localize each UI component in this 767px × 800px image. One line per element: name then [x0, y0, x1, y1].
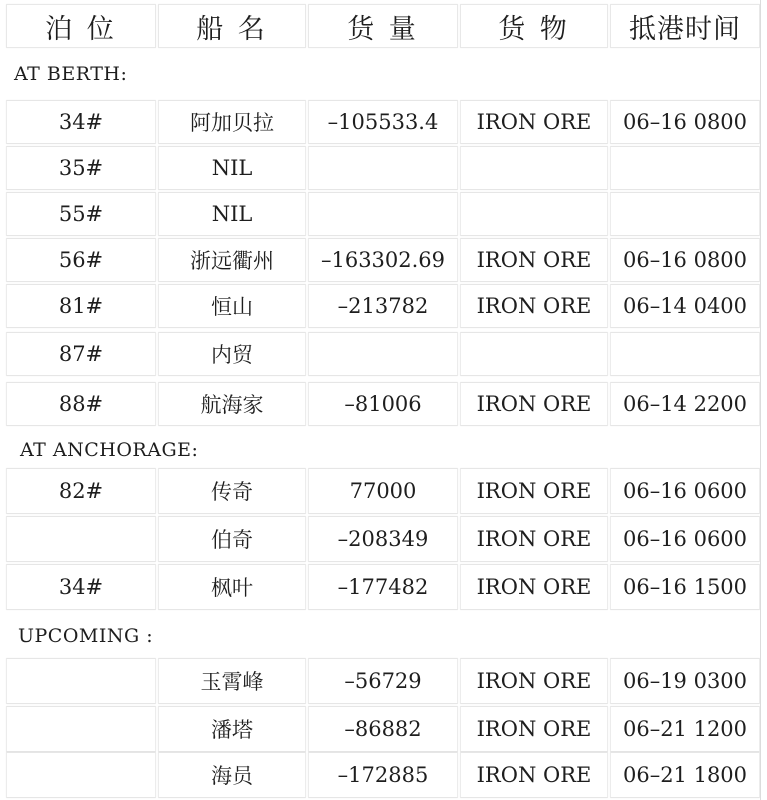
table-row [0, 466, 767, 516]
cargo-quantity-cell: 77000 [308, 468, 458, 514]
ship-name-cell: 枫叶 [158, 564, 306, 610]
table-row [0, 514, 767, 564]
ship-name-cell: 传奇 [158, 468, 306, 514]
table-row [0, 562, 767, 612]
arrival-time-cell: 06–21 1800 [610, 752, 760, 798]
arrival-time-cell: 06–14 2200 [610, 382, 760, 426]
cargo-cell [460, 192, 608, 236]
ship-name-cell: 潘塔 [158, 706, 306, 752]
berth-cell: 82# [6, 468, 156, 514]
arrival-time-cell: 06–21 1200 [610, 706, 760, 752]
table-row [0, 98, 767, 146]
berth-cell [6, 706, 156, 752]
table-row [0, 330, 767, 378]
ship-name-cell: 玉霄峰 [158, 658, 306, 704]
cargo-quantity-cell: –81006 [308, 382, 458, 426]
table-row [0, 750, 767, 800]
cargo-cell: IRON ORE [460, 564, 608, 610]
cargo-quantity-cell: –56729 [308, 658, 458, 704]
berth-cell [6, 658, 156, 704]
ship-name-cell: 恒山 [158, 284, 306, 328]
arrival-time-cell: 06–16 0800 [610, 100, 760, 144]
berth-cell: 88# [6, 382, 156, 426]
cargo-cell: IRON ORE [460, 752, 608, 798]
ship-name-cell: 海员 [158, 752, 306, 798]
table-row [0, 236, 767, 284]
header-berth: 泊 位 [6, 4, 156, 48]
cargo-quantity-cell: –86882 [308, 706, 458, 752]
cargo-quantity-cell: –172885 [308, 752, 458, 798]
header-cargo-quantity: 货 量 [308, 4, 458, 48]
ship-name-cell: 阿加贝拉 [158, 100, 306, 144]
ship-name-cell: 伯奇 [158, 516, 306, 562]
cargo-quantity-cell: –213782 [308, 284, 458, 328]
arrival-time-cell: 06–16 0600 [610, 468, 760, 514]
ship-name-cell: 航海家 [158, 382, 306, 426]
section-title-upcoming: UPCOMING : [18, 625, 154, 647]
header-arrival-time: 抵港时间 [610, 4, 760, 48]
ship-name-cell: 内贸 [158, 332, 306, 376]
cargo-cell: IRON ORE [460, 658, 608, 704]
cargo-cell: IRON ORE [460, 516, 608, 562]
table-row [0, 190, 767, 238]
right-edge-divider [760, 0, 761, 800]
cargo-cell: IRON ORE [460, 238, 608, 282]
arrival-time-cell: 06–16 0600 [610, 516, 760, 562]
berth-cell: 87# [6, 332, 156, 376]
cargo-cell: IRON ORE [460, 382, 608, 426]
berth-cell: 81# [6, 284, 156, 328]
section-title-at-anchorage: AT ANCHORAGE: [20, 439, 199, 461]
arrival-time-cell: 06–16 0800 [610, 238, 760, 282]
cargo-quantity-cell: –163302.69 [308, 238, 458, 282]
berth-cell: 34# [6, 564, 156, 610]
cargo-cell: IRON ORE [460, 100, 608, 144]
ship-name-cell: NIL [158, 192, 306, 236]
header-ship-name: 船 名 [158, 4, 306, 48]
header-cargo: 货 物 [460, 4, 608, 48]
cargo-quantity-cell: –177482 [308, 564, 458, 610]
cargo-cell: IRON ORE [460, 706, 608, 752]
table-row [0, 656, 767, 706]
cargo-cell: IRON ORE [460, 284, 608, 328]
cargo-quantity-cell [308, 146, 458, 190]
cargo-cell [460, 332, 608, 376]
table-row [0, 704, 767, 754]
berth-cell: 56# [6, 238, 156, 282]
ship-name-cell: NIL [158, 146, 306, 190]
cargo-quantity-cell [308, 332, 458, 376]
table-row [0, 144, 767, 192]
cargo-quantity-cell: –105533.4 [308, 100, 458, 144]
berth-cell: 34# [6, 100, 156, 144]
section-title-at-berth: AT BERTH: [14, 63, 128, 85]
arrival-time-cell [610, 192, 760, 236]
ship-name-cell: 浙远衢州 [158, 238, 306, 282]
arrival-time-cell: 06–16 1500 [610, 564, 760, 610]
cargo-cell: IRON ORE [460, 468, 608, 514]
table-row [0, 380, 767, 428]
cargo-quantity-cell: –208349 [308, 516, 458, 562]
arrival-time-cell: 06–14 0400 [610, 284, 760, 328]
berth-cell [6, 752, 156, 798]
table-header-row [0, 2, 767, 50]
berth-cell: 55# [6, 192, 156, 236]
cargo-quantity-cell [308, 192, 458, 236]
arrival-time-cell: 06–19 0300 [610, 658, 760, 704]
berth-cell: 35# [6, 146, 156, 190]
table-row [0, 282, 767, 330]
cargo-cell [460, 146, 608, 190]
berth-cell [6, 516, 156, 562]
arrival-time-cell [610, 146, 760, 190]
arrival-time-cell [610, 332, 760, 376]
